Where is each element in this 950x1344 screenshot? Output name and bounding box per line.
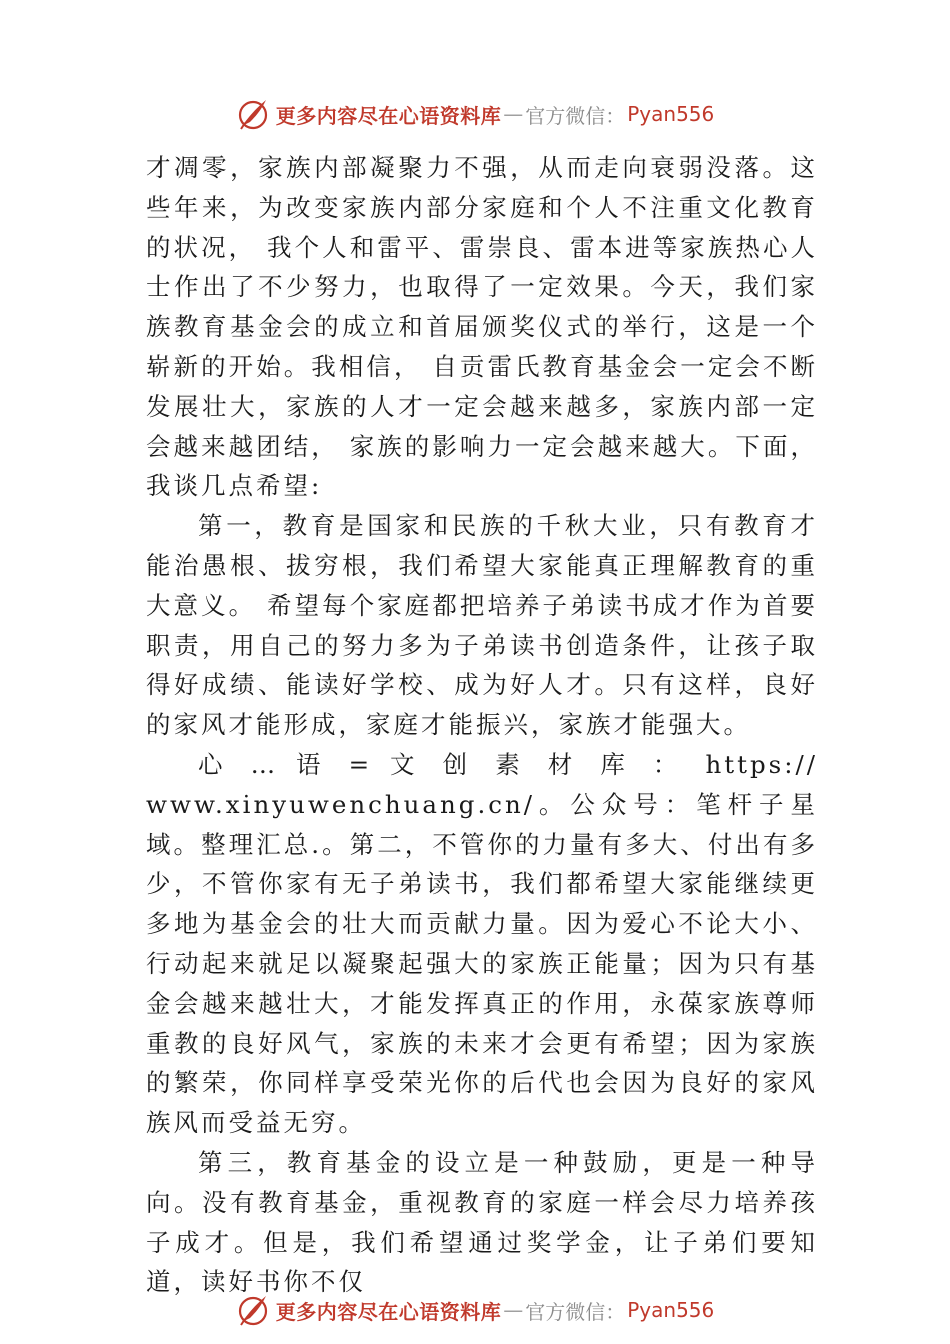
banner-separator: — <box>503 102 524 126</box>
paragraph: www.xinyuwenchuang.cn/。公众号：笔杆子星域。整理汇总.。第二，不管你的力量有多大、付出有多少，不管你家有无子弟读书，我们都希望大家能继续更多地为基金会的壮大而贡献力量。因为爱心不论大小、行动起来就足以凝聚起强大的家族正能量；因为只有基金会越来越壮大，才能发挥真正的作用，永葆家族尊师重教的良好风气，家族的未来才会更有希望；因为家族的繁荣，你同样享受荣光你的后代也会因为良好的家风族风而受益无穷。 <box>146 789 818 1138</box>
paragraph: 第三，教育基金的设立是一种鼓励，更是一种导向。没有教育基金，重视教育的家庭一样会尽力培养孩子成才。但是，我们希望通过奖学金，让子弟们要知道，读好书你不仅 <box>146 1147 818 1297</box>
document-body <box>146 148 818 1302</box>
footer-banner <box>0 1290 950 1330</box>
banner-separator: — <box>503 1298 524 1322</box>
banner-label: 官方微信： <box>525 1299 626 1324</box>
paragraph-watermark-line: 心 … 语 = 文 创 素 材 库 ： https:// <box>198 749 818 779</box>
banner-label: 官方微信： <box>525 103 626 128</box>
paragraph: 才凋零，家族内部凝聚力不强，从而走向衰弱没落。这些年来，为改变家族内部分家庭和个人不注重文化教育的状况， 我个人和雷平、雷崇良、雷本进等家族热心人士作出了不少努力，也取得了一定效果。今天，我们家族教育基金会的成立和首届颁奖仪式的举行，这是一个崭新的开始。我相信， 自贡雷氏教育基金会一定会不断发展壮大，家族的人才一定会越来越多，家族内部一定会越来越团结， 家族的影响力一定会越来越大。下面，我谈几点希望: <box>146 153 818 501</box>
banner-wechat-id: Pyan556 <box>627 102 715 126</box>
banner-wechat-id: Pyan556 <box>627 1298 715 1322</box>
banner-title: 更多内容尽在心语资料库 <box>275 1299 502 1324</box>
header-banner <box>0 94 950 134</box>
paragraph: 第一，教育是国家和民族的千秋大业，只有教育才能治愚根、拔穷根，我们希望大家能真正理解教育的重大意义。 希望每个家庭都把培养子弟读书成才作为首要职责，用自己的努力多为子弟读书创造条件，让孩子取得好成绩、能读好学校、成为好人才。只有这样，良好的家风才能形成，家庭才能振兴，家族才能强大。 <box>146 511 818 740</box>
banner-title: 更多内容尽在心语资料库 <box>275 103 502 128</box>
quill-logo-icon <box>236 96 272 132</box>
quill-logo-icon <box>236 1292 272 1328</box>
